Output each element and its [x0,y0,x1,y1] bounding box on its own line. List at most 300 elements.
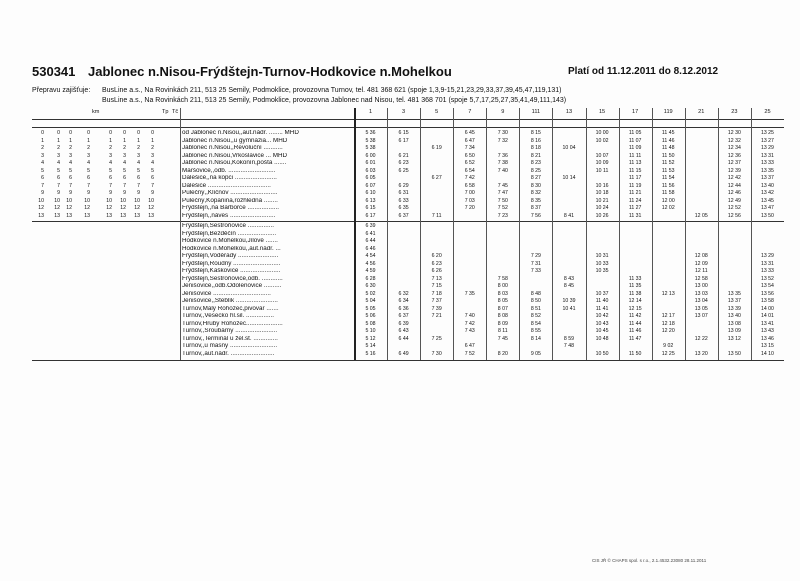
departure-time: 7 23 [497,212,508,219]
departure-time: 5 38 [365,137,376,144]
stop-name: Pulečný,Kopanina,rozhledna ........ [182,197,278,204]
departure-time: 7 03 [464,197,475,204]
departure-time: 11 15 [628,167,642,174]
departure-time: 6 47 [464,343,475,349]
km-value-repeat: 5 [69,167,72,174]
departure-time: 5 10 [365,328,376,334]
line-number: 530341 [32,64,76,79]
departure-time: 6 23 [431,260,442,267]
km-value: 4 [41,160,44,166]
timetable-grid [32,108,784,360]
km-value: 2 [41,145,44,151]
departure-time: 6 20 [431,253,442,259]
departure-time: 13 31 [760,260,774,267]
validity-period: Platí od 11.12.2011 do 8.12.2012 [568,66,719,77]
table-row [32,298,784,306]
departure-time: 11 42 [628,313,642,319]
departure-time: 13 04 [694,298,708,304]
departure-time: 8 00 [497,283,508,289]
km-value-repeat: 1 [57,137,60,144]
departure-time: 4 59 [365,268,376,274]
km-value-repeat: 7 [123,182,126,189]
departure-time: 14 10 [760,350,774,357]
km-value-repeat: 4 [123,160,126,166]
departure-time: 7 20 [464,205,475,211]
km-value-repeat: 2 [57,145,60,151]
departure-time: 13 43 [760,328,774,334]
departure-time: 11 44 [628,320,642,327]
stop-name: Turnov,,Vesecko hl.sil. ................ [182,313,275,319]
departure-time: 13 42 [760,190,774,196]
departure-time: 13 15 [760,343,774,349]
table-row [32,268,784,276]
departure-time: 8 43 [563,275,575,282]
train-column-divider [519,108,520,360]
departure-time: 7 30 [431,350,442,357]
km-value-repeat: 5 [87,167,90,174]
departure-time: 10 45 [595,328,609,334]
departure-time: 12 36 [727,152,741,159]
train-number: 119 [663,109,673,115]
table-row [32,183,784,191]
departure-time: 13 29 [760,145,774,151]
km-value-repeat: 9 [69,190,72,196]
table-row [32,231,784,239]
departure-time: 10 48 [595,335,609,342]
departure-time: 14 01 [760,313,774,319]
km-value-repeat: 7 [109,182,112,189]
departure-time: 8 14 [530,335,541,342]
km-value-repeat: 6 [87,175,90,181]
departure-time: 8 32 [530,190,541,196]
table-row [32,306,784,314]
departure-time: 13 56 [760,290,774,297]
departure-time: 10 37 [595,290,609,297]
departure-time: 7 39 [431,305,442,312]
km-value-repeat: 1 [123,137,126,144]
train-column-divider [685,108,686,360]
departure-time: 11 58 [661,190,675,196]
stop-name: Jenišovice,,Steblík ........................ [182,298,278,304]
departure-time: 7 50 [497,197,508,204]
km-value-repeat: 5 [123,167,126,174]
departure-time: 11 50 [661,152,675,159]
km-value-repeat: 0 [109,130,112,136]
departure-time: 6 00 [365,152,376,159]
departure-time: 6 33 [398,197,409,204]
stop-name: Hodkovice n.Mohelkou,,aut.nádr. ... [182,245,281,252]
km-value-repeat: 10 [66,197,72,204]
km-value: 6 [41,175,44,181]
train-number: 9 [501,109,505,115]
departure-time: 8 15 [530,130,541,136]
departure-time: 11 09 [628,145,642,151]
header-rule [32,119,784,120]
stop-name: Frýdštejn,,na Barborce .................. [182,205,279,211]
departure-time: 8 30 [530,182,541,189]
km-value-repeat: 12 [134,205,140,211]
train-column-divider [751,108,752,360]
km-value-repeat: 7 [69,182,72,189]
departure-time: 6 13 [365,197,376,204]
km-value-repeat: 1 [151,137,154,144]
km-value-repeat: 0 [87,130,90,136]
train-number: 17 [632,109,639,115]
departure-time: 6 17 [398,137,409,144]
departure-time: 4 56 [365,260,376,267]
train-number: 7 [468,109,472,115]
table-row [32,246,784,254]
departure-time: 8 37 [530,205,541,211]
departure-time: 6 28 [365,275,376,282]
km-value-repeat: 7 [57,182,60,189]
stop-name: Turnov,,Terminál u žel.st. .............. [182,335,278,342]
km-value-repeat: 5 [57,167,60,174]
departure-time: 13 00 [694,283,708,289]
departure-time: 12 11 [694,268,708,274]
departure-time: 13 40 [760,182,774,189]
departure-time: 10 42 [595,313,609,319]
departure-time: 13 09 [727,328,741,334]
table-row [32,223,784,231]
km-value: 10 [38,197,44,204]
departure-time: 6 10 [365,190,376,196]
departure-time: 12 00 [661,197,675,204]
km-value-repeat: 3 [57,152,60,159]
departure-time: 13 25 [760,130,774,136]
departure-time: 5 16 [365,350,376,357]
table-row [32,238,784,246]
km-value-repeat: 13 [66,212,72,219]
departure-time: 7 25 [431,335,442,342]
departure-time: 13 27 [760,137,774,144]
departure-time: 6 05 [365,175,376,181]
departure-time: 13 07 [694,313,708,319]
stop-name: Jablonec n.Nisou,,u gymnázia... MHD [182,137,288,144]
departure-time: 13 33 [760,268,774,274]
departure-time: 11 38 [628,290,642,297]
train-number: 21 [698,109,705,115]
km-value-repeat: 6 [69,175,72,181]
departure-time: 12 17 [661,313,675,319]
departure-time: 13 05 [694,305,708,312]
km-value-repeat: 10 [134,197,140,204]
departure-time: 11 45 [661,130,675,136]
departure-time: 13 47 [760,205,774,211]
km-value-repeat: 2 [123,145,126,151]
departure-time: 8 35 [530,197,541,204]
table-row [32,213,784,221]
km-value-repeat: 13 [120,212,126,219]
departure-time: 12 56 [727,212,741,219]
departure-time: 13 29 [760,253,774,259]
departure-time: 11 24 [628,197,642,204]
departure-time: 10 41 [562,305,576,312]
km-header: km [92,109,100,115]
train-column-divider [652,108,653,360]
departure-time: 11 40 [595,298,609,304]
km-value-repeat: 13 [148,212,154,219]
departure-time: 13 41 [760,320,774,327]
departure-time: 6 35 [398,205,409,211]
departure-time: 7 15 [431,283,442,289]
departure-time: 6 41 [365,230,376,237]
departure-time: 7 31 [530,260,541,267]
stop-name: Dalešice,,na kopci ........................ [182,175,277,181]
departure-time: 12 30 [727,130,741,136]
stop-name: Jablonec n.Nisou,Kokonín,pošta ....... [182,160,287,166]
km-value-repeat: 4 [87,160,90,166]
departure-time: 12 05 [694,212,708,219]
stop-name: Dalešice .................................... [182,182,271,189]
km-value-repeat: 3 [69,152,72,159]
stop-name: Frýdštejn,Bezděčín ...................... [182,230,277,237]
column-divider [180,108,181,360]
stop-name: Turnov,Hrubý Rohozec..................... [182,320,283,327]
km-value-repeat: 1 [69,137,72,144]
departure-time: 6 37 [398,212,409,219]
header-rule-2 [32,127,784,128]
departure-time: 12 13 [661,290,675,297]
km-value: 3 [41,152,44,159]
train-number: 5 [435,109,439,115]
departure-time: 12 46 [727,190,741,196]
km-value-repeat: 9 [123,190,126,196]
departure-time: 11 35 [628,283,642,289]
departure-time: 10 35 [595,268,609,274]
departure-time: 12 32 [727,137,741,144]
departure-time: 10 07 [595,152,609,159]
departure-time: 10 14 [562,175,576,181]
departure-time: 6 37 [398,313,409,319]
train-number: 111 [531,109,541,115]
departure-time: 7 43 [464,328,475,334]
km-value-repeat: 12 [106,205,112,211]
km-value-repeat: 5 [151,167,154,174]
table-row [32,351,784,359]
departure-time: 11 56 [661,182,675,189]
departure-time: 6 52 [464,160,475,166]
stop-name: Maršovice,,odb. ........................... [182,167,276,174]
departure-time: 8 03 [497,290,508,297]
tc-header: Tč [172,109,179,115]
km-value-repeat: 1 [137,137,140,144]
departure-time: 7 45 [497,182,508,189]
stop-name: Jenišovice,,odb.Odolenovice .......... [182,283,282,289]
departure-time: 6 50 [464,152,475,159]
departure-time: 13 31 [760,152,774,159]
departure-time: 6 44 [398,335,409,342]
table-row [32,336,784,344]
departure-time: 5 02 [365,290,376,297]
km-value-repeat: 0 [151,130,154,136]
train-number: 15 [598,109,606,115]
departure-time: 6 17 [365,212,376,219]
departure-time: 11 53 [661,167,675,174]
table-row [32,276,784,284]
km-value: 13 [38,212,44,219]
departure-time: 13 46 [760,335,774,342]
departure-time: 14 00 [760,305,774,312]
table-row [32,198,784,206]
departure-time: 6 29 [398,182,409,189]
departure-time: 10 33 [595,260,609,267]
km-value-repeat: 10 [120,197,126,204]
stop-name: od Jablonec n.Nisou,,aut.nádr. ........ MHD [182,130,299,136]
departure-time: 7 32 [497,137,508,144]
table-row [32,205,784,213]
train-number: 3 [402,109,406,115]
departure-time: 5 38 [365,145,376,151]
departure-time: 11 21 [628,190,642,196]
departure-time: 6 31 [398,190,409,196]
stop-name: Frýdštejn,,náves .......................... [182,212,276,219]
stop-name: Frýdštejn,Kaškovice ....................... [182,268,281,274]
departure-time: 6 36 [398,305,409,312]
departure-time: 8 41 [563,212,575,219]
km-value-repeat: 9 [137,190,140,196]
departure-time: 10 18 [595,190,609,196]
departure-time: 7 34 [464,145,475,151]
train-column-divider [718,108,719,360]
departure-time: 10 09 [595,160,609,166]
table-row [32,283,784,291]
departure-time: 12 25 [661,350,675,357]
km-value-repeat: 4 [151,160,154,166]
departure-time: 12 37 [727,160,741,166]
departure-time: 7 42 [464,175,475,181]
departure-time: 13 37 [760,175,774,181]
departure-time: 6 19 [431,145,442,151]
km-value-repeat: 13 [134,212,140,219]
train-column-divider [486,108,487,360]
km-value-repeat: 7 [87,182,90,189]
departure-time: 12 18 [661,320,675,327]
km-value-repeat: 1 [109,137,112,144]
km-value-repeat: 6 [151,175,154,181]
km-value-repeat: 10 [148,197,154,204]
km-value-repeat: 7 [151,182,154,189]
km-value-repeat: 2 [151,145,154,151]
departure-time: 4 54 [365,253,376,259]
km-value-repeat: 12 [120,205,126,211]
departure-time: 5 05 [365,305,376,312]
departure-time: 13 33 [760,160,774,166]
departure-time: 8 11 [497,328,508,334]
departure-time: 7 36 [497,152,508,159]
departure-time: 7 40 [464,313,475,319]
departure-time: 6 26 [431,268,442,274]
departure-time: 7 48 [563,343,575,349]
departure-time: 11 50 [628,350,642,357]
departure-time: 10 39 [562,298,576,304]
departure-time: 12 42 [727,175,741,181]
departure-time: 12 58 [694,275,708,282]
km-value-repeat: 12 [148,205,154,211]
departure-time: 6 49 [398,350,409,357]
train-number: 23 [731,109,738,115]
departure-time: 6 58 [464,182,475,189]
km-value-repeat: 6 [123,175,126,181]
departure-time: 6 32 [398,290,409,297]
departure-time: 10 00 [595,130,609,136]
table-row [32,190,784,198]
departure-time: 6 47 [464,137,475,144]
departure-time: 6 27 [431,175,442,181]
km-value-repeat: 0 [123,130,126,136]
route-title: Jablonec n.Nisou-Frýdštejn-Turnov-Hodkovice n.Mohelkou [88,64,452,79]
departure-time: 8 07 [497,305,508,312]
train-column-divider [453,108,454,360]
km-value-repeat: 3 [109,152,112,159]
departure-time: 10 21 [595,197,609,204]
departure-time: 7 38 [497,160,508,166]
departure-time: 12 39 [727,167,741,174]
departure-time: 6 45 [464,130,475,136]
km-value-repeat: 2 [69,145,72,151]
km-value-repeat: 13 [106,212,112,219]
departure-time: 12 09 [694,260,708,267]
departure-time: 11 07 [628,137,642,144]
train-number: 1 [368,109,373,115]
train-column-divider [552,108,553,360]
km-value-repeat: 1 [87,137,90,144]
carrier-line-2 [32,97,566,104]
km-value-repeat: 0 [137,130,140,136]
departure-time: 6 46 [365,245,376,252]
departure-time: 8 18 [530,145,541,151]
km-value: 9 [41,190,44,196]
departure-time: 10 24 [595,205,609,211]
departure-time: 5 36 [365,130,376,136]
departure-time: 13 35 [727,290,741,297]
departure-time: 8 09 [497,320,508,327]
stop-name: Pulečný,,Klíčnov ........................... [182,190,278,196]
departure-time: 7 13 [431,275,442,282]
departure-time: 12 02 [661,205,675,211]
departure-time: 10 31 [595,253,609,259]
departure-time: 6 15 [365,205,376,211]
departure-time: 7 21 [431,313,442,319]
departure-time: 6 30 [365,283,376,289]
departure-time: 11 05 [628,130,642,136]
stop-name: Frýdštejn,Sestroňovice ............... [182,223,275,229]
departure-time: 7 11 [431,212,442,219]
departure-time: 7 56 [530,212,541,219]
km-value-repeat: 4 [57,160,60,166]
departure-time: 13 08 [727,320,741,327]
departure-time: 8 25 [530,167,541,174]
train-column-divider [387,108,388,360]
table-row [32,343,784,351]
departure-time: 8 08 [497,313,508,319]
table-row [32,321,784,329]
departure-time: 8 05 [497,298,508,304]
train-column-divider [420,108,421,360]
departure-time: 6 39 [365,223,376,229]
departure-time: 13 52 [760,275,774,282]
departure-time: 5 06 [365,313,376,319]
departure-time: 5 12 [365,335,376,342]
stop-name: Frýdštejn,Roudný ........................... [182,260,281,267]
departure-time: 7 40 [497,167,508,174]
km-value-repeat: 2 [137,145,140,151]
km-value-repeat: 9 [57,190,60,196]
km-value-repeat: 2 [109,145,112,151]
departure-time: 10 50 [595,350,609,357]
stop-name: Turnov,,Sroubárny ........................ [182,328,278,334]
departure-time: 10 43 [595,320,609,327]
